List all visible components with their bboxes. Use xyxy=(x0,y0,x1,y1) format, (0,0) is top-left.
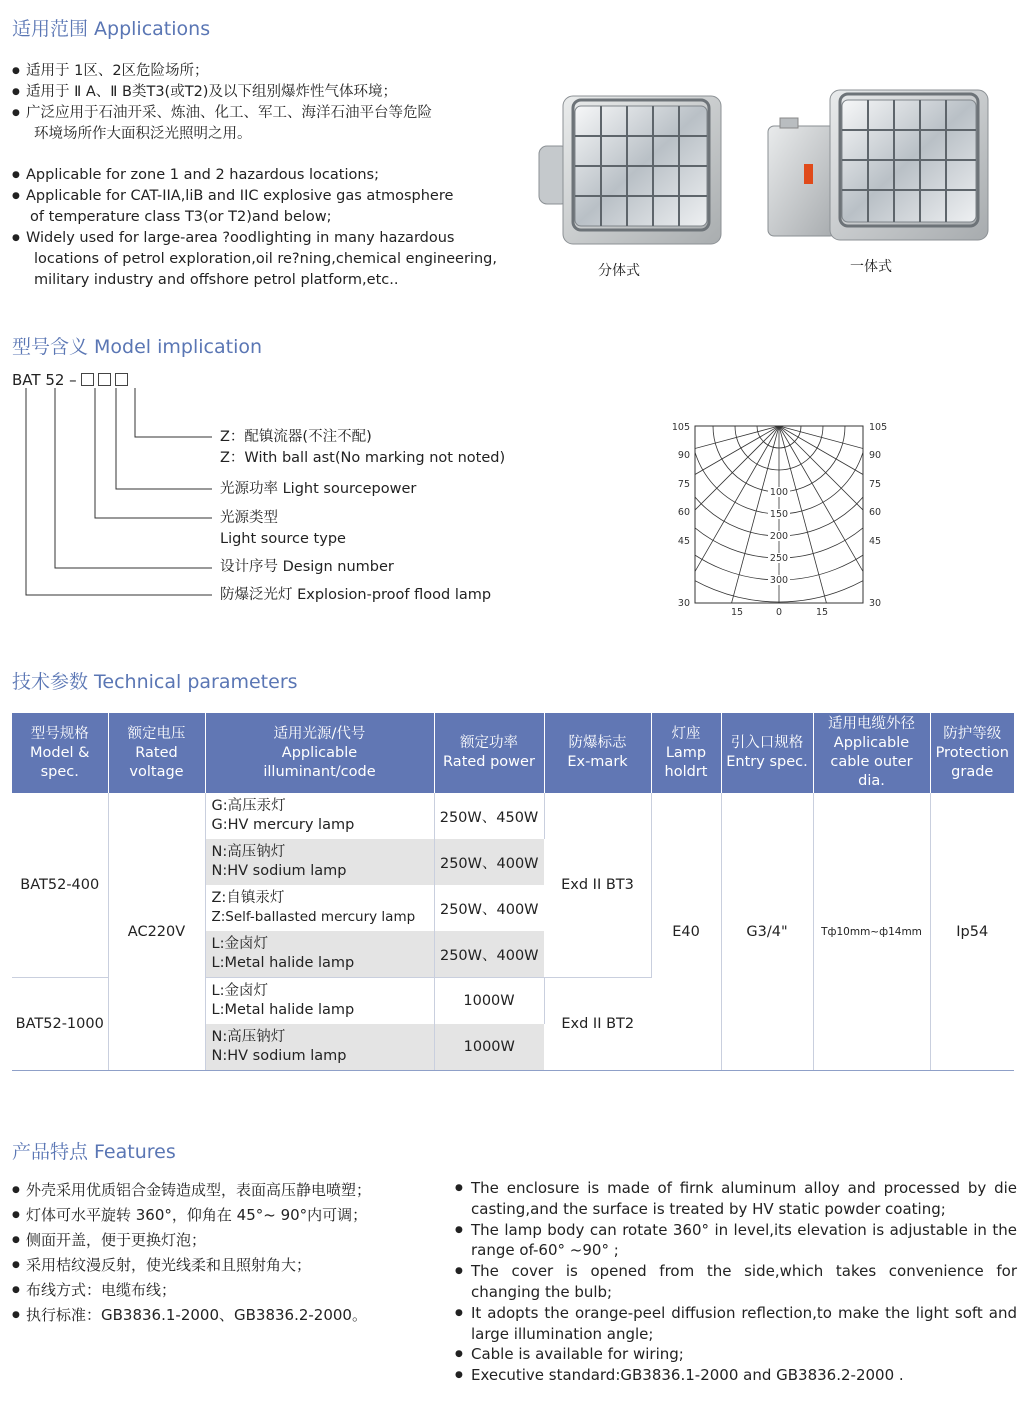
header-exmark: 防爆标志 Ex-mark xyxy=(544,713,651,793)
source-cell: Z:自镇汞灯 Z:Self-ballasted mercury lamp xyxy=(205,885,434,931)
list-item: ● 执行标准：GB3836.1-2000、GB3836.2-2000。 xyxy=(12,1303,371,1328)
angle-label-right: 30 xyxy=(869,598,882,609)
power-cell: 1000W xyxy=(434,978,544,1025)
model-label-ballast: Z：配镇流器(不注不配) Z：With ball ast(No marking not noted) xyxy=(220,429,506,466)
header-cable: 适用电缆外径 Applicable cable outer dia. xyxy=(813,713,930,793)
applications-cn-list xyxy=(12,61,432,145)
header-model: 型号规格 Model & spec. xyxy=(12,713,108,793)
features-en-list xyxy=(455,1178,1017,1386)
split-type-lamp-image xyxy=(535,78,725,253)
power-cell: 250W、450W xyxy=(434,793,544,839)
angle-label-right: 45 xyxy=(869,536,882,547)
model-code: BAT 52 – xyxy=(12,371,128,389)
integral-type-lamp-image xyxy=(760,78,990,253)
model-title: 型号含义 Model implication xyxy=(12,336,263,358)
list-item: ● Executive standard:GB3836.1-2000 and GB3836.2-2000 . xyxy=(455,1365,1017,1386)
holder-cell: E40 xyxy=(651,793,721,1071)
exmark-cell: Exd II BT2 xyxy=(544,978,651,1071)
table-header-row xyxy=(12,713,1014,793)
source-cell: N:高压钠灯 N:HV sodium lamp xyxy=(205,1024,434,1071)
source-cell: L:金卤灯 L:Metal halide lamp xyxy=(205,978,434,1025)
angle-label-left: 45 xyxy=(677,536,690,547)
source-cell: L:金卤灯 L:Metal halide lamp xyxy=(205,931,434,978)
radial-label: 250 xyxy=(769,553,789,564)
list-item: ● The lamp body can rotate 360° in level,its elevation is adjustable in the range of-60° ~90° ; xyxy=(455,1220,1017,1262)
bottom-angle-label: 15 xyxy=(815,607,829,618)
list-item: ● 适用于 Ⅱ A、Ⅱ B类T3(或T2)及以下组别爆炸性气体环境； xyxy=(12,82,432,103)
model-label-power: 光源功率 Light sourcepower xyxy=(220,481,417,497)
model-label-flood-lamp: 防爆泛光灯 Explosion-proof flood lamp xyxy=(220,587,492,603)
power-cell: 250W、400W xyxy=(434,839,544,885)
angle-label-right: 75 xyxy=(869,479,882,490)
list-item: ● Applicable for CAT-IIA,liB and IIC explosive gas atmosphere of temperature class T3(or T2)and below; xyxy=(12,186,497,228)
angle-label-left: 60 xyxy=(677,507,690,518)
list-item: ● Widely used for large-area ?oodlighting in many hazardous locations of petrol exploration,oil re?ning,chemical engineering, military industry and offshore petrol platform,etc.. xyxy=(12,228,497,291)
list-item: ● 布线方式：电缆布线； xyxy=(12,1278,371,1303)
header-lamp-holder: 灯座 Lamp holdrt xyxy=(651,713,721,793)
bottom-angle-label: 0 xyxy=(775,607,783,618)
list-item: ● The enclosure is made of firnk aluminum alloy and processed by die casting,and the surface is treated by HV static powder coating; xyxy=(455,1178,1017,1220)
features-cn-list xyxy=(12,1178,371,1328)
angle-label-right: 60 xyxy=(869,507,882,518)
model-bracket-lines xyxy=(0,388,220,603)
exmark-cell: Exd II BT3 xyxy=(544,793,651,978)
tech-table xyxy=(12,713,1014,1071)
cable-cell: Tф10mm~ф14mm xyxy=(813,793,930,1071)
header-power: 额定功率 Rated power xyxy=(434,713,544,793)
angle-label-right: 90 xyxy=(869,450,882,461)
model-cell: BAT52-400 xyxy=(12,793,108,978)
power-cell: 1000W xyxy=(434,1024,544,1071)
split-type-caption: 分体式 xyxy=(598,263,640,279)
model-label-design-number: 设计序号 Design number xyxy=(220,559,394,575)
list-item: ● 广泛应用于石油开采、炼油、化工、军工、海洋石油平台等危险 环境场所作大面积泛光照明之用。 xyxy=(12,103,432,145)
angle-label-left: 90 xyxy=(677,450,690,461)
list-item: ● 外壳采用优质铝合金铸造成型，表面高压静电喷塑； xyxy=(12,1178,371,1203)
header-voltage: 额定电压 Rated voltage xyxy=(108,713,205,793)
radial-label: 150 xyxy=(769,509,789,520)
list-item: ● It adopts the orange-peel diffusion reflection,to make the light soft and large illumination angle; xyxy=(455,1303,1017,1345)
angle-label-left: 30 xyxy=(677,598,690,609)
header-illuminant: 适用光源/代号 Applicable illuminant/code xyxy=(205,713,434,793)
source-cell: G:高压汞灯 G:HV mercury lamp xyxy=(205,793,434,839)
model-cell: BAT52-1000 xyxy=(12,978,108,1071)
angle-label-left: 75 xyxy=(677,479,690,490)
angle-label-left: 105 xyxy=(671,422,690,433)
angle-label-right: 105 xyxy=(869,422,888,433)
radial-label: 100 xyxy=(769,487,789,498)
features-title: 产品特点 Features xyxy=(12,1141,176,1163)
list-item: ● Cable is available for wiring; xyxy=(455,1344,1017,1365)
light-distribution-chart xyxy=(660,415,900,625)
grade-cell: Ip54 xyxy=(930,793,1014,1071)
list-item: ● 灯体可水平旋转 360°，仰角在 45°~ 90°内可调； xyxy=(12,1203,371,1228)
voltage-cell: AC220V xyxy=(108,793,205,1071)
integral-type-caption: 一体式 xyxy=(850,259,892,275)
radial-label: 200 xyxy=(769,531,789,542)
power-cell: 250W、400W xyxy=(434,931,544,978)
table-row xyxy=(12,793,1014,839)
bottom-angle-label: 15 xyxy=(730,607,744,618)
source-cell: N:高压钠灯 N:HV sodium lamp xyxy=(205,839,434,885)
power-cell: 250W、400W xyxy=(439,901,539,918)
entry-cell: G3/4" xyxy=(721,793,813,1071)
list-item: ● 采用桔纹漫反射，使光线柔和且照射角大； xyxy=(12,1253,371,1278)
list-item: ● 侧面开盖，便于更换灯泡； xyxy=(12,1228,371,1253)
list-item: ● The cover is opened from the side,which takes convenience for changing the bulb; xyxy=(455,1261,1017,1303)
header-grade: 防护等级 Protection grade xyxy=(930,713,1014,793)
radial-label: 300 xyxy=(769,575,789,586)
applications-en-list xyxy=(12,165,497,291)
header-entry: 引入口规格 Entry spec. xyxy=(721,713,813,793)
applications-title: 适用范围 Applications xyxy=(12,18,211,40)
model-label-source-type: 光源类型 Light source type xyxy=(220,510,346,547)
list-item: ● 适用于 1区、2区危险场所； xyxy=(12,61,432,82)
tech-title: 技术参数 Technical parameters xyxy=(12,671,298,693)
list-item: ● Applicable for zone 1 and 2 hazardous locations; xyxy=(12,165,497,186)
